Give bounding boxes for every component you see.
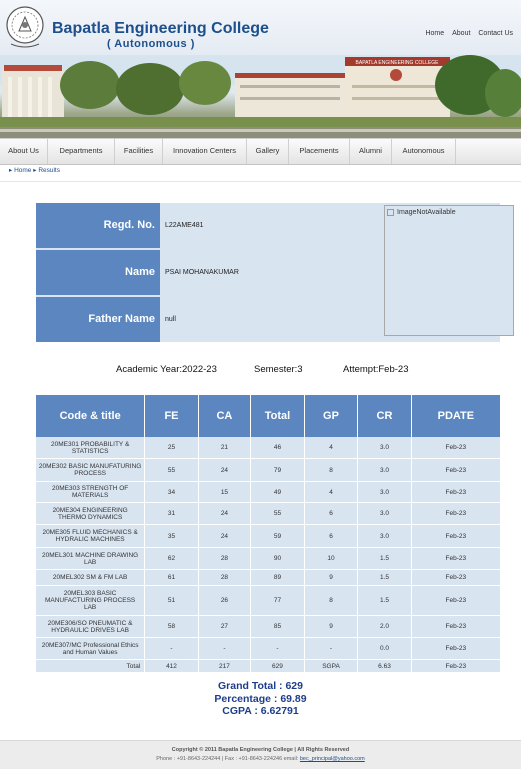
cgpa: CGPA : 6.62791 [222,705,299,717]
col-pdate: PDATE [412,395,500,437]
contact-line [0,756,521,762]
cell-cr: 1.5 [358,586,411,616]
cell-cr: 3.0 [358,525,411,548]
cell-gp: - [305,638,359,660]
table-row [36,437,500,459]
cell-gp: 9 [305,570,359,586]
academic-year: Academic Year:2022-23 [116,364,217,375]
cell-gp: 8 [305,459,359,482]
college-logo[interactable] [5,4,45,48]
cell-fe: 34 [145,482,198,503]
cell-total: - [251,638,305,660]
cell-ca: 27 [199,616,251,638]
cell-code-title: 20ME307/MC Professional Ethics and Human Values [36,638,145,660]
nav-about-us[interactable]: About Us [0,139,48,164]
cell-cr: 3.0 [358,482,411,503]
banner-sign: BAPATLA ENGINEERING COLLEGE [355,60,439,66]
cell-total: 79 [251,459,305,482]
broken-image-icon [387,209,394,216]
table-row [36,459,500,482]
col-cr: CR [358,395,411,437]
cell-total: 49 [251,482,305,503]
cell-gp: 4 [305,437,359,459]
cell-cr: 3.0 [358,437,411,459]
cell-code-title: 20ME302 BASIC MANUFATURING PROCESS [36,459,145,482]
breadcrumb-arrow-icon: ▸ [33,167,37,174]
table-row [36,616,500,638]
nav-placements[interactable]: Placements [289,139,350,164]
results-table [36,395,500,673]
cell-code-title: 20ME304 ENGINEERING THERMO DYNAMICS [36,503,145,525]
breadcrumb-current: Results [38,167,60,174]
cell-code-title: 20MEL301 MACHINE DRAWING LAB [36,548,145,570]
table-row [36,586,500,616]
name-label: Name [36,250,160,295]
cell-pdate: Feb-23 [412,570,500,586]
name-value: PSAI MOHANAKUMAR [162,250,379,295]
table-row [36,482,500,503]
top-link-contact[interactable]: Contact Us [478,30,513,37]
cell-code-title: 20ME301 PROBABILITY & STATISTICS [36,437,145,459]
cell-pdate: Feb-23 [412,482,500,503]
copyright-text: Copyright © 2011 Bapatla Engineering College | All Rights Reserved [171,747,350,753]
cell-gp: 6 [305,525,359,548]
photo-alt-text: ImageNotAvailable [397,209,456,216]
cell-ca: 24 [199,525,251,548]
cell-total: 59 [251,525,305,548]
cell-fe: 55 [145,459,198,482]
col-total: Total [251,395,305,437]
nav-autonomous[interactable]: Autonomous [392,139,456,164]
top-links [419,30,513,37]
regd-no-value: L22AME481 [162,203,379,248]
top-link-home[interactable]: Home [425,30,445,37]
cell-pdate: Feb-23 [412,638,500,660]
col-ca: CA [199,395,251,437]
cell-fe: - [145,638,198,660]
percentage: Percentage : 69.89 [214,693,307,705]
nav-alumni[interactable]: Alumni [350,139,392,164]
cell-pdate: Feb-23 [412,616,500,638]
breadcrumb [9,166,60,174]
cell-pdate: Feb-23 [412,548,500,570]
cell-ca: 21 [199,437,251,459]
col-fe: FE [145,395,198,437]
father-name-value: null [162,297,379,342]
cell-gp: 4 [305,482,359,503]
table-row [36,548,500,570]
contact-text: Phone : +91-8643-224244 | Fax : +91-8643-224246 email: [156,756,299,762]
cell-total: 46 [251,437,305,459]
email-link[interactable]: bec_principal@yahoo.com [299,756,365,762]
father-name-label: Father Name [36,297,160,342]
cell-total: 85 [251,616,305,638]
divider [0,181,521,182]
cell-cr: 6.63 [358,660,411,673]
cell-pdate: Feb-23 [412,586,500,616]
cell-gp: 10 [305,548,359,570]
cell-total: 55 [251,503,305,525]
cell-cr: 0.0 [358,638,411,660]
nav-gallery[interactable]: Gallery [247,139,289,164]
nav-departments[interactable]: Departments [48,139,115,164]
cell-ca: 24 [199,503,251,525]
site-footer [0,740,521,769]
col-gp: GP [305,395,359,437]
breadcrumb-home[interactable]: Home [14,167,32,174]
cell-ca: 28 [199,548,251,570]
cell-total: 89 [251,570,305,586]
nav-facilities[interactable]: Facilities [115,139,163,164]
table-row [36,525,500,548]
cell-code-title: 20ME306/SO PNEUMATIC & HYDRAULIC DRIVES LAB [36,616,145,638]
nav-innovation-centers[interactable]: Innovation Centers [163,139,247,164]
student-photo [384,205,514,336]
cell-cr: 3.0 [358,503,411,525]
col-code-title: Code & title [36,395,145,437]
college-name: Bapatla Engineering College [52,20,269,37]
semester: Semester:3 [254,364,303,375]
cell-fe: 58 [145,616,198,638]
cell-pdate: Feb-23 [412,459,500,482]
cell-ca: 217 [199,660,251,673]
cell-ca: 15 [199,482,251,503]
cell-cr: 3.0 [358,459,411,482]
cell-fe: 35 [145,525,198,548]
cell-total: 629 [251,660,305,673]
attempt: Attempt:Feb-23 [343,364,409,375]
cell-pdate: Feb-23 [412,503,500,525]
cell-cr: 2.0 [358,616,411,638]
cell-ca: 24 [199,459,251,482]
top-link-about[interactable]: About [452,30,471,37]
cell-ca: - [199,638,251,660]
cell-pdate: Feb-23 [412,437,500,459]
cell-pdate: Feb-23 [412,525,500,548]
cell-gp: 9 [305,616,359,638]
cell-gp: 6 [305,503,359,525]
cell-cr: 1.5 [358,570,411,586]
cell-fe: 62 [145,548,198,570]
table-row [36,570,500,586]
cell-fe: 31 [145,503,198,525]
campus-image [0,55,521,138]
cell-total: 90 [251,548,305,570]
cell-gp: SGPA [305,660,359,673]
site-header [0,0,521,55]
cell-ca: 26 [199,586,251,616]
breadcrumb-arrow-icon: ▸ [9,167,13,174]
regd-no-label: Regd. No. [36,203,160,248]
cell-fe: 61 [145,570,198,586]
cell-total: 77 [251,586,305,616]
cell-code-title: 20ME303 STRENGTH OF MATERIALS [36,482,145,503]
cell-fe: 51 [145,586,198,616]
table-row [36,503,500,525]
cell-fe: 412 [145,660,198,673]
cell-pdate: Feb-23 [412,660,500,673]
grand-total: Grand Total : 629 [218,680,303,692]
campus-banner [0,55,521,138]
cell-code-title: 20MEL302 SM & FM LAB [36,570,145,586]
college-subtitle: ( Autonomous ) [107,38,195,50]
main-nav [0,138,521,165]
cell-code-title: Total [36,660,145,673]
cell-code-title: 20MEL303 BASIC MANUFACTURING PROCESS LAB [36,586,145,616]
cell-code-title: 20ME305 FLUID MECHANICS & HYDRALIC MACHINES [36,525,145,548]
cell-gp: 8 [305,586,359,616]
results-header-row [36,395,500,437]
total-row [36,660,500,673]
table-row [36,638,500,660]
cell-cr: 1.5 [358,548,411,570]
cell-ca: 28 [199,570,251,586]
cell-fe: 25 [145,437,198,459]
